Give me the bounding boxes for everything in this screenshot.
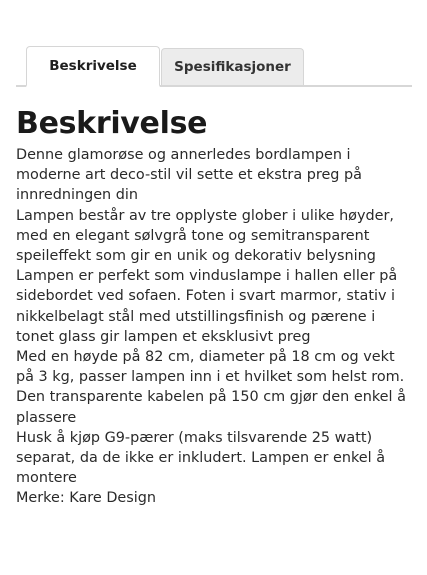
paragraph-brand: Merke: Kare Design bbox=[16, 490, 156, 507]
description-text bbox=[16, 145, 416, 509]
tab-spesifikasjoner[interactable]: Spesifikasjoner bbox=[161, 48, 304, 85]
paragraph-intro: Denne glamorøse og annerledes bordlampen i moderne art deco-stil vil sette et ekstra preg på innredningen din bbox=[16, 147, 362, 204]
section-heading: Beskrivelse bbox=[16, 106, 208, 141]
tab-beskrivelse[interactable]: Beskrivelse bbox=[26, 46, 160, 87]
paragraph-cable: Den transparente kabelen på 150 cm gjør den enkel å plassere bbox=[16, 389, 406, 426]
paragraph-placement: Lampen er perfekt som vinduslampe i hallen eller på sidebordet ved sofaen. Foten i svart marmor, stativ i nikkelbelagt stål med utstillingsfinish og pærene i tonet glass gir lampen et eksklusivt preg bbox=[16, 268, 398, 345]
paragraph-bulbs: Husk å kjøp G9-pærer (maks tilsvarende 25 watt) separat, da de ikke er inkludert. Lampen er enkel å montere bbox=[16, 429, 386, 487]
paragraph-globes: Lampen består av tre opplyste glober i ulike høyder, med en elegant sølvgrå tone og semitransparent speileffekt som gir en unik og dekorativ belysning bbox=[16, 207, 394, 265]
tab-bar bbox=[16, 46, 412, 87]
paragraph-dimensions: Med en høyde på 82 cm, diameter på 18 cm og vekt på 3 kg, passer lampen inn i et hvilket som helst rom. bbox=[16, 349, 405, 386]
description-panel bbox=[16, 105, 416, 509]
